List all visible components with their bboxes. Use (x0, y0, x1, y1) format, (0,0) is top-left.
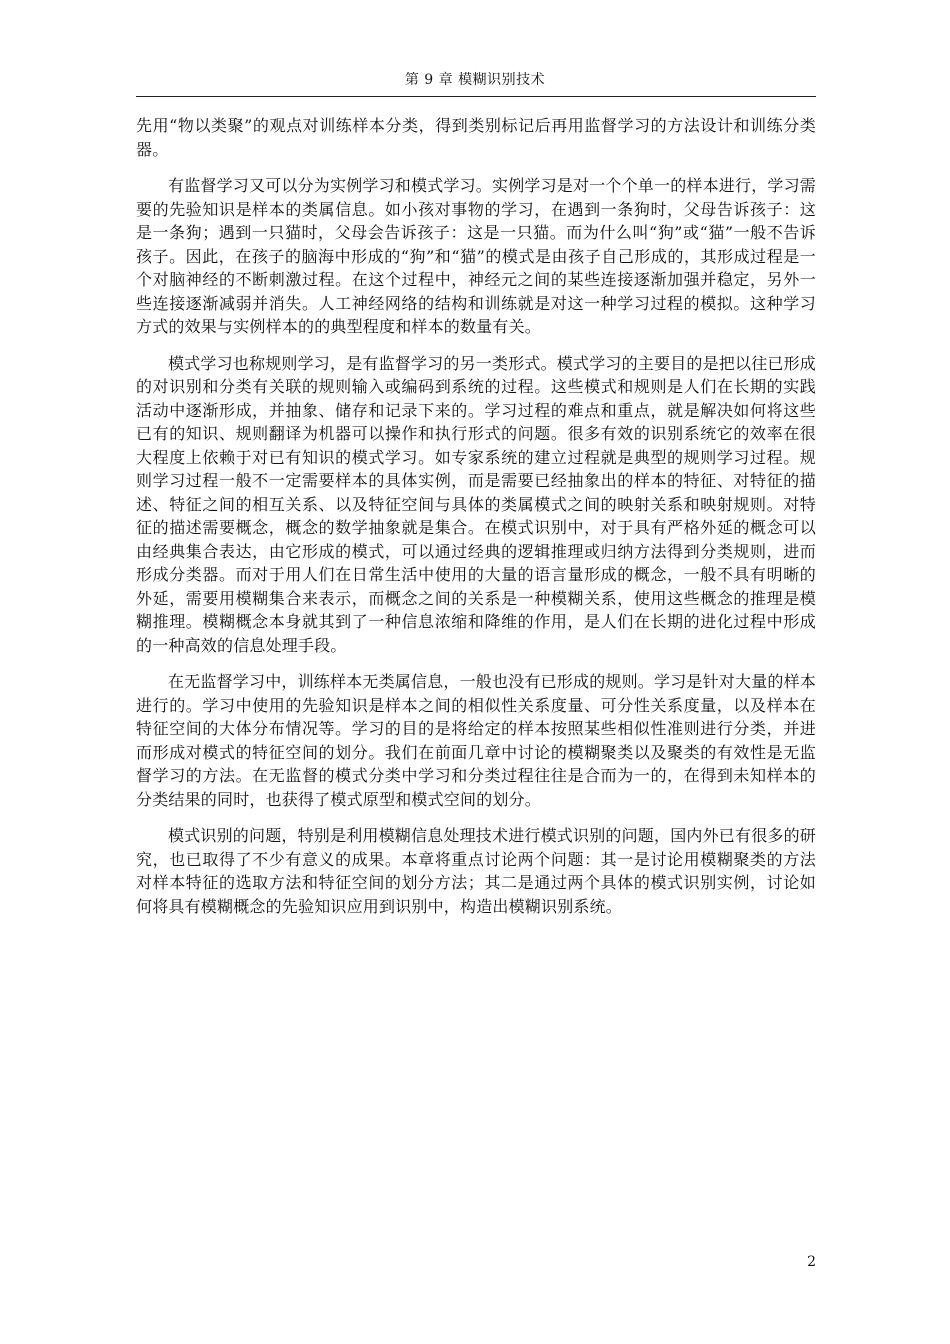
paragraph-3: 模式学习也称规则学习，是有监督学习的另一类形式。模式学习的主要目的是把以往已形成的对识别和分类有关联的规则输入或编码到系统的过程。这些模式和规则是人们在长期的实践活动中逐渐形成，并抽象、储存和记录下来的。学习过程的难点和重点，就是解决如何将这些已有的知识、规则翻译为机器可以操作和执行形式的问题。很多有效的识别系统它的效率在很大程度上依赖于对已有知识的模式学习。如专家系统的建立过程就是典型的规则学习过程。规则学习过程一般不一定需要样本的具体实例，而是需要已经抽象出的样本的特征、对特征的描述、特征之间的相互关系、以及特征空间与具体的类属模式之间的映射关系和映射规则。对特征的描述需要概念，概念的数学抽象就是集合。在模式识别中，对于具有严格外延的概念可以由经典集合表达，由它形成的模式，可以通过经典的逻辑推理或归纳方法得到分类规则，进而形成分类器。而对于用人们在日常生活中使用的大量的语言量形成的概念，一般不具有明晰的外延，需要用模糊集合来表示，而概念之间的关系是一种模糊关系，使用这些概念的推理是模糊推理。模糊概念本身就其到了一种信息浓缩和降维的作用，是人们在长期的进化过程中形成的一种高效的信息处理手段。 (136, 353, 817, 655)
paragraph-1: 先用“物以类聚”的观点对训练样本分类，得到类别标记后再用监督学习的方法设计和训练分类器。 (136, 116, 816, 159)
body-text (136, 114, 816, 931)
paragraph-2: 有监督学习又可以分为实例学习和模式学习。实例学习是对一个个单一的样本进行，学习需要的先验知识是样本的类属信息。如小孩对事物的学习，在遇到一条狗时，父母告诉孩子：这是一条狗；遇到一只猫时，父母会告诉孩子：这是一只猫。而为什么叫“狗”或“猫”一般不告诉孩子。因此，在孩子的脑海中形成的“狗”和“猫”的模式是由孩子自己形成的，其形成过程是一个对脑神经的不断刺激过程。在这个过程中，神经元之间的某些连接逐渐加强并稳定，另外一些连接逐渐减弱并消失。人工神经网络的结构和训练就是对这一种学习过程的模拟。这种学习方式的效果与实例样本的的典型程度和样本的数量有关。 (136, 176, 817, 336)
paragraph-4: 在无监督学习中，训练样本无类属信息，一般也没有已形成的规则。学习是针对大量的样本进行的。学习中使用的先验知识是样本之间的相似性关系度量、可分性关系度量，以及样本在特征空间的大体分布情况等。学习的目的是将给定的样本按照某些相似性准则进行分类，并进而形成对模式的特征空间的划分。我们在前面几章中讨论的模糊聚类以及聚类的有效性是无监督学习的方法。在无监督的模式分类中学习和分类过程往往是合而为一的，在得到未知样本的分类结果的同时，也获得了模式原型和模式空间的划分。 (136, 672, 817, 809)
header-rule (136, 96, 816, 97)
running-header: 第 9 章 模糊识别技术 (404, 72, 546, 88)
page-number: 2 (807, 1254, 816, 1270)
paragraph-5: 模式识别的问题，特别是利用模糊信息处理技术进行模式识别的问题，国内外已有很多的研究，也已取得了不少有意义的成果。本章将重点讨论两个问题：其一是讨论用模糊聚类的方法对样本特征的选取方法和特征空间的划分方法；其二是通过两个具体的模式识别实例，讨论如何将具有模糊概念的先验知识应用到识别中，构造出模糊识别系统。 (136, 826, 817, 916)
